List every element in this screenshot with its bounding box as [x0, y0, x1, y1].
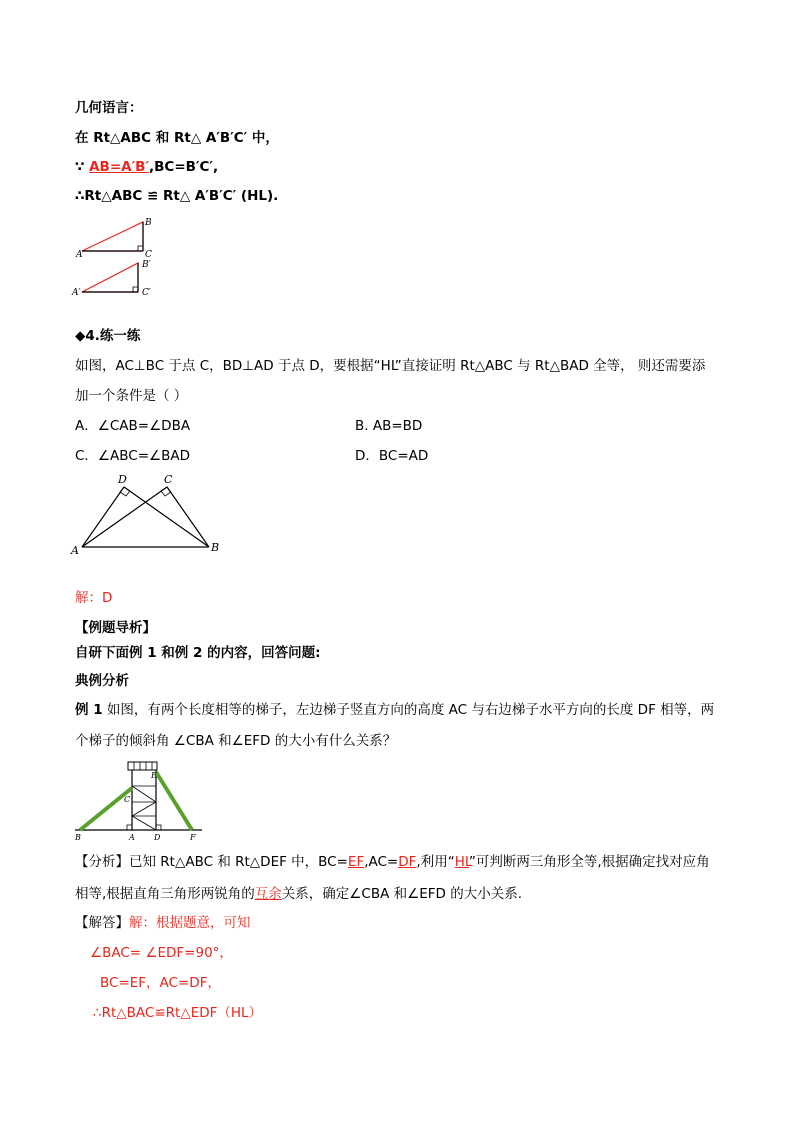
fig2-label-c: C: [164, 473, 173, 486]
fig1-label-b: B: [145, 218, 152, 228]
analysis-blank-complementary: 互余: [254, 886, 282, 902]
example-guide-instruction: 自研下面例 1 和例 2 的内容，回答问题:: [75, 645, 321, 661]
ladders-figure: [72, 758, 212, 843]
fig2-label-b: B: [211, 541, 220, 554]
section-heading-geometry-language: 几何语言：: [75, 100, 143, 116]
fig1-label-a: A: [76, 250, 83, 260]
fig2-label-d: D: [118, 473, 127, 486]
solution-line-intro: 【解答】解：根据题意，可知: [75, 915, 251, 931]
geometry-statement-line2: ∵ AB=A′B′,BC=B′C′,: [75, 159, 219, 175]
fig3-label-c: C: [124, 795, 131, 804]
fig3-label-a: A: [129, 833, 135, 842]
analysis-blank-ef: EF: [347, 854, 365, 870]
right-triangles-figure: [70, 215, 170, 305]
fig1-label-c-prime: C′: [142, 288, 151, 298]
option-a: A．∠CAB=∠DBA: [75, 418, 191, 434]
analysis-blank-df: DF: [398, 854, 417, 870]
analysis-line1: 【分析】已知 Rt△ABC 和 Rt△DEF 中，BC=EF,AC=DF,利用“HL”可判断两三角形全等,根据确定找对应角: [75, 854, 710, 870]
example1-line1: 例 1 如图，有两个长度相等的梯子，左边梯子竖直方向的高度 AC 与右边梯子水平方向的长度 DF 相等，两: [75, 702, 715, 718]
example-guide-heading: 【例题导析】: [75, 620, 156, 636]
fig1-label-c: C: [145, 250, 152, 260]
fig1-label-a-prime: A′: [72, 288, 81, 298]
option-b: B. AB=BD: [355, 418, 423, 434]
solution-step2: BC=EF，AC=DF，: [100, 975, 221, 991]
practice-heading: ◆4.练一练: [75, 328, 141, 344]
practice-question-line1: 如图，AC⊥BC 于点 C，BD⊥AD 于点 D，要根据“HL”直接证明 Rt△ABC 与 Rt△BAD 全等， 则还需要添: [75, 358, 706, 374]
practice-question-line2: 加一个条件是（ ）: [75, 388, 188, 404]
fig1-label-b-prime: B′: [142, 260, 151, 270]
typical-example-heading: 典例分析: [75, 673, 129, 689]
highlighted-condition: AB=A′B′: [89, 159, 149, 175]
solution-label: 【解答】: [75, 915, 129, 931]
fig2-label-a: A: [71, 544, 79, 557]
practice-answer: 解：D: [75, 590, 113, 606]
example1-label: 例 1: [75, 702, 103, 718]
solution-step1: ∠BAC= ∠EDF=90°，: [90, 945, 233, 961]
fig3-label-e: E: [151, 771, 157, 780]
fig3-label-f: F: [190, 833, 196, 842]
geometry-statement-line1: 在 Rt△ABC 和 Rt△ A′B′C′ 中，: [75, 130, 279, 146]
crossed-triangles-figure: [68, 470, 238, 560]
option-d: D．BC=AD: [355, 448, 429, 464]
analysis-blank-hl: HL: [454, 854, 469, 870]
analysis-line2: 相等,根据直角三角形两锐角的互余关系，确定∠CBA 和∠EFD 的大小关系.: [75, 886, 522, 902]
fig3-label-d: D: [154, 833, 161, 842]
solution-step3: ∴Rt△BAC≌Rt△EDF（HL）: [93, 1005, 263, 1021]
example1-line2: 个梯子的倾斜角 ∠CBA 和∠EFD 的大小有什么关系？: [75, 733, 397, 749]
option-c: C．∠ABC=∠BAD: [75, 448, 191, 464]
fig3-label-b: B: [75, 833, 81, 842]
geometry-conclusion-line: ∴Rt△ABC ≌ Rt△ A′B′C′ (HL).: [75, 188, 279, 204]
